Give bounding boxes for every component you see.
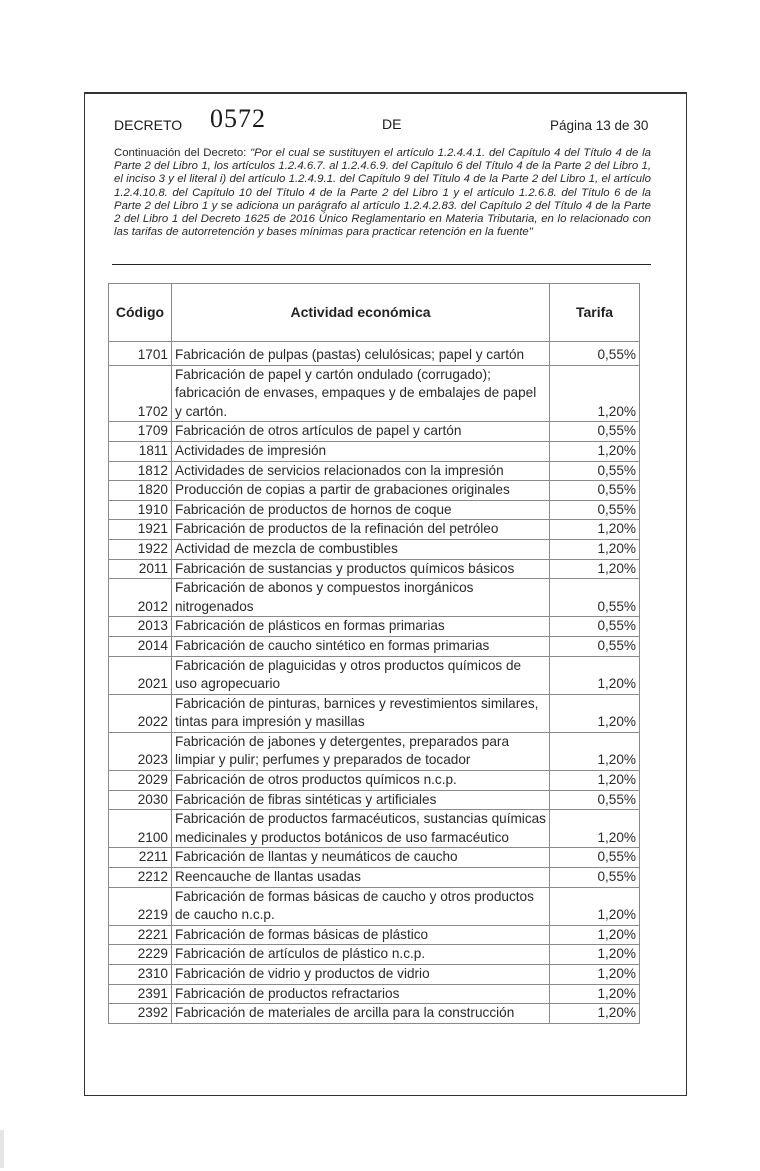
tariff-rate: 0,55% [550, 848, 640, 868]
table-row [109, 636, 640, 656]
activity-code: 1922 [109, 539, 172, 559]
table-row [109, 945, 640, 965]
activity-code: 2211 [109, 848, 172, 868]
activity-description: Fabricación de abonos y compuestos inorgánicos nitrogenados [172, 579, 550, 617]
tariff-rate: 1,20% [550, 365, 640, 422]
tariff-rate: 0,55% [550, 579, 640, 617]
activity-description: Actividad de mezcla de combustibles [172, 539, 550, 559]
continuation-paragraph [114, 147, 651, 239]
activity-description: Fabricación de otros artículos de papel y cartón [172, 422, 550, 442]
header-rate: Tarifa [550, 284, 640, 342]
tariff-rate: 0,55% [550, 342, 640, 366]
table-row [109, 500, 640, 520]
table-row [109, 1004, 640, 1024]
table-row [109, 984, 640, 1004]
activity-description: Fabricación de caucho sintético en formas primarias [172, 636, 550, 656]
activity-description: Fabricación de productos de la refinación del petróleo [172, 520, 550, 540]
header-activity: Actividad económica [172, 284, 550, 342]
activity-code: 1811 [109, 441, 172, 461]
activity-code: 1820 [109, 481, 172, 501]
scan-artifact [0, 1130, 4, 1168]
tariff-rate: 1,20% [550, 656, 640, 694]
tariff-rate: 1,20% [550, 810, 640, 848]
activity-description: Fabricación de productos refractarios [172, 984, 550, 1004]
activity-code: 2022 [109, 694, 172, 732]
table-row [109, 887, 640, 925]
tariff-rate: 1,20% [550, 539, 640, 559]
tariff-rate: 1,20% [550, 771, 640, 791]
table-row [109, 732, 640, 770]
activity-description: Fabricación de formas básicas de caucho y otros productos de caucho n.c.p. [172, 887, 550, 925]
continuation-quote: "Por el cual se sustituyen el artículo 1.2.4.4.1. del Capítulo 4 del Título 4 de la Parte 2 del Libro 1, los artículos 1.2.4.6.7. al 1.2.4.6.9. del Capítulo 6 del Título 4 de la Parte 2 del Libro 1, el inciso 3 y el literal i) del artículo 1.2.4.9.1. del Capítulo 9 del Título 4 de la Parte 2 del Libro 1, el artículo 1.2.4.10.8. del Capítulo 10 del Título 4 de la Parte 2 del Libro 1 y el artículo 1.2.6.8. del Título 6 de la Parte 2 del Libro 1 y se adiciona un parágrafo al artículo 1.2.4.2.83. del Capítulo 2 del Título 4 de la Parte 2 del Libro 1 del Decreto 1625 de 2016 Único Reglamentario en Materia Tributaria, en lo relacionado con las tarifas de autorretención y bases mínimas para practicar retención en la fuente" [114, 147, 651, 239]
activity-code: 2023 [109, 732, 172, 770]
activity-code: 1702 [109, 365, 172, 422]
tariff-rate: 1,20% [550, 965, 640, 985]
activity-description: Reencauche de llantas usadas [172, 868, 550, 888]
activity-description: Fabricación de sustancias y productos químicos básicos [172, 559, 550, 579]
header-code: Código [109, 284, 172, 342]
table-row [109, 925, 640, 945]
de-label: DE [382, 116, 402, 132]
table-body [109, 342, 640, 1024]
table-row [109, 559, 640, 579]
activity-description: Fabricación de productos de hornos de coque [172, 500, 550, 520]
activity-description: Producción de copias a partir de grabaciones originales [172, 481, 550, 501]
continuation-lead: Continuación del Decreto: [114, 147, 251, 159]
table-row [109, 481, 640, 501]
activity-code: 2014 [109, 636, 172, 656]
page-number: Página 13 de 30 [550, 118, 649, 133]
activity-code: 2392 [109, 1004, 172, 1024]
table-row [109, 342, 640, 366]
table-row [109, 656, 640, 694]
tariff-rate: 1,20% [550, 559, 640, 579]
activity-code: 1921 [109, 520, 172, 540]
activity-description: Fabricación de pinturas, barnices y revestimientos similares, tintas para impresión y masillas [172, 694, 550, 732]
tariff-rate: 1,20% [550, 887, 640, 925]
table-header-row [109, 284, 640, 342]
tariff-rate: 1,20% [550, 694, 640, 732]
table-row [109, 790, 640, 810]
activity-code: 1701 [109, 342, 172, 366]
tariff-rate: 0,55% [550, 422, 640, 442]
tariff-rate: 1,20% [550, 925, 640, 945]
activity-code: 2229 [109, 945, 172, 965]
activity-description: Fabricación de fibras sintéticas y artificiales [172, 790, 550, 810]
tariff-table [108, 283, 640, 1024]
tariff-rate: 0,55% [550, 636, 640, 656]
activity-description: Fabricación de plásticos en formas primarias [172, 617, 550, 637]
activity-code: 2011 [109, 559, 172, 579]
table-row [109, 461, 640, 481]
table-row [109, 868, 640, 888]
activity-description: Fabricación de formas básicas de plástico [172, 925, 550, 945]
table-row [109, 617, 640, 637]
activity-description: Fabricación de materiales de arcilla para la construcción [172, 1004, 550, 1024]
activity-code: 1910 [109, 500, 172, 520]
table-row [109, 965, 640, 985]
tariff-rate: 1,20% [550, 520, 640, 540]
tariff-rate: 1,20% [550, 441, 640, 461]
tariff-rate: 1,20% [550, 984, 640, 1004]
tariff-rate: 0,55% [550, 868, 640, 888]
activity-description: Fabricación de plaguicidas y otros productos químicos de uso agropecuario [172, 656, 550, 694]
activity-description: Fabricación de vidrio y productos de vidrio [172, 965, 550, 985]
tariff-rate: 1,20% [550, 1004, 640, 1024]
activity-description: Actividades de servicios relacionados con la impresión [172, 461, 550, 481]
table-row [109, 579, 640, 617]
activity-description: Actividades de impresión [172, 441, 550, 461]
activity-code: 2391 [109, 984, 172, 1004]
activity-description: Fabricación de otros productos químicos n.c.p. [172, 771, 550, 791]
header-divider [112, 264, 651, 265]
activity-description: Fabricación de papel y cartón ondulado (corrugado); fabricación de envases, empaques y de embalajes de papel y cartón. [172, 365, 550, 422]
activity-code: 1709 [109, 422, 172, 442]
activity-code: 2221 [109, 925, 172, 945]
activity-code: 2310 [109, 965, 172, 985]
activity-code: 1812 [109, 461, 172, 481]
activity-code: 2100 [109, 810, 172, 848]
activity-description: Fabricación de productos farmacéuticos, sustancias químicas medicinales y productos botánicos de uso farmacéutico [172, 810, 550, 848]
tariff-rate: 1,20% [550, 732, 640, 770]
activity-code: 2219 [109, 887, 172, 925]
decreto-number: 0572 [210, 104, 266, 133]
activity-description: Fabricación de pulpas (pastas) celulósicas; papel y cartón [172, 342, 550, 366]
activity-description: Fabricación de artículos de plástico n.c.p. [172, 945, 550, 965]
tariff-rate: 0,55% [550, 617, 640, 637]
activity-description: Fabricación de jabones y detergentes, preparados para limpiar y pulir; perfumes y preparados de tocador [172, 732, 550, 770]
tariff-rate: 0,55% [550, 461, 640, 481]
activity-code: 2030 [109, 790, 172, 810]
table-row [109, 520, 640, 540]
table-row [109, 810, 640, 848]
table-row [109, 422, 640, 442]
activity-code: 2029 [109, 771, 172, 791]
activity-code: 2212 [109, 868, 172, 888]
activity-code: 2021 [109, 656, 172, 694]
activity-code: 2013 [109, 617, 172, 637]
table-row [109, 694, 640, 732]
table-row [109, 771, 640, 791]
activity-description: Fabricación de llantas y neumáticos de caucho [172, 848, 550, 868]
tariff-rate: 1,20% [550, 945, 640, 965]
table-row [109, 539, 640, 559]
tariff-rate: 0,55% [550, 500, 640, 520]
activity-code: 2012 [109, 579, 172, 617]
tariff-rate: 0,55% [550, 790, 640, 810]
table-row [109, 441, 640, 461]
table-row [109, 365, 640, 422]
decreto-label: DECRETO [114, 117, 183, 133]
document-header [0, 104, 760, 142]
table-row [109, 848, 640, 868]
tariff-rate: 0,55% [550, 481, 640, 501]
